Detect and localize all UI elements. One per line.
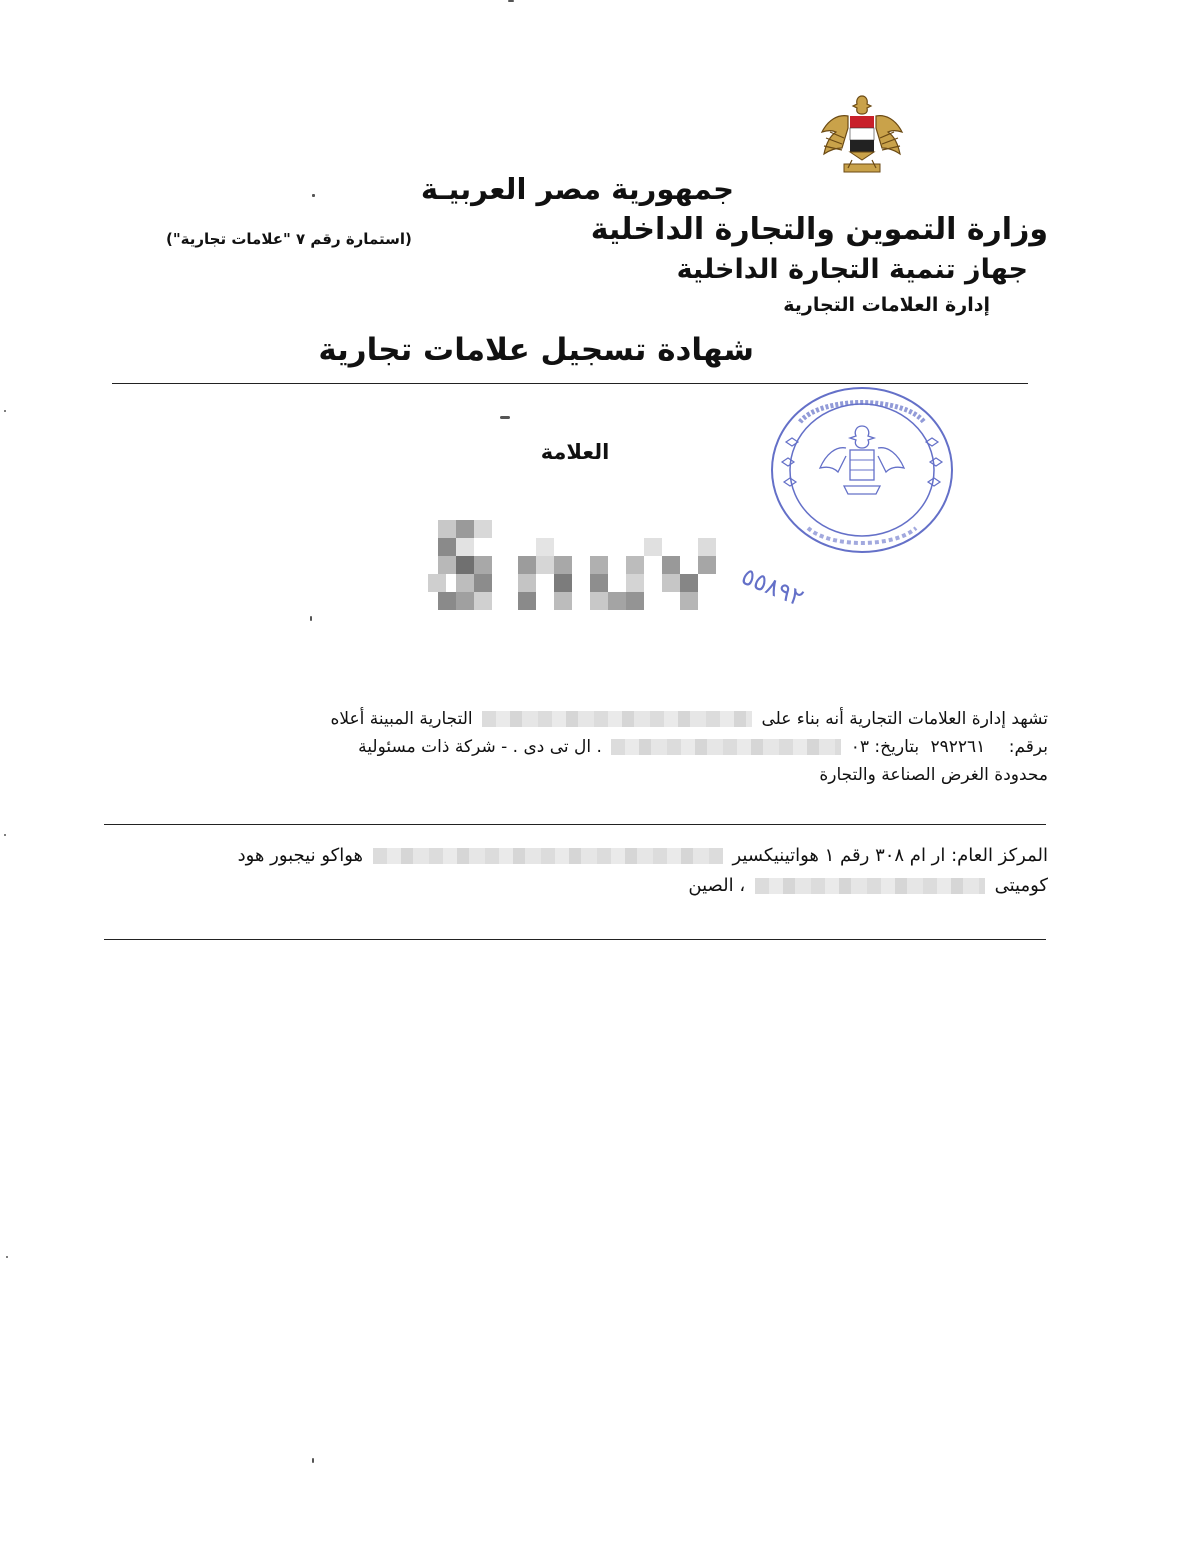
redacted-field [755,878,985,894]
certification-line-2 [358,734,1048,761]
eagle-emblem-icon [818,88,906,180]
registration-date: ٠٣ [850,737,870,757]
redacted-field [373,848,723,864]
country-name: جمهورية مصر العربيـة [420,172,734,206]
pixelated-trademark-image [428,520,718,620]
seal-serial-number: ٥٥٨٩٢ [737,562,808,613]
certification-line-1 [330,706,1048,733]
certification-line-1-start: تشهد إدارة العلامات التجارية أنه بناء على [761,709,1048,729]
form-number: (استمارة رقم ٧ "علامات تجارية") [166,230,412,248]
certificate-title: شهادة تسجيل علامات تجارية [318,332,754,368]
registration-number: ٢٩٢٢٦١ [930,737,986,757]
address-line-1-start: المركز العام: ار ام ٣٠٨ رقم ١ هواتينيكسير [732,845,1048,866]
date-label: بتاريخ: [874,737,920,757]
address-line-2 [688,872,1048,899]
redacted-field [611,739,841,755]
department-name: إدارة العلامات التجارية [783,294,990,316]
address-line-1-end: هواكو نيجبور هود [237,845,363,866]
section-divider [104,824,1046,825]
official-seal-stamp [760,382,960,567]
certification-line-2-end: . ال تى دى . - شركة ذات مسئولية [358,737,602,757]
ministry-name: وزارة التموين والتجارة الداخلية [590,212,1048,247]
mark-label: العلامة [540,440,610,464]
address-line-2-end: ، الصين [688,875,746,896]
address-line-2-start: كوميتى [994,875,1048,896]
certification-line-1-end: التجارية المبينة أعلاه [330,709,473,729]
redacted-field [482,711,752,727]
certification-line-3: محدودة الغرض الصناعة والتجارة [819,765,1048,785]
section-divider [104,939,1046,940]
agency-name: جهاز تنمية التجارة الداخلية [676,254,1028,285]
address-line-1 [238,842,1048,869]
number-label: برقم: [1008,737,1048,757]
